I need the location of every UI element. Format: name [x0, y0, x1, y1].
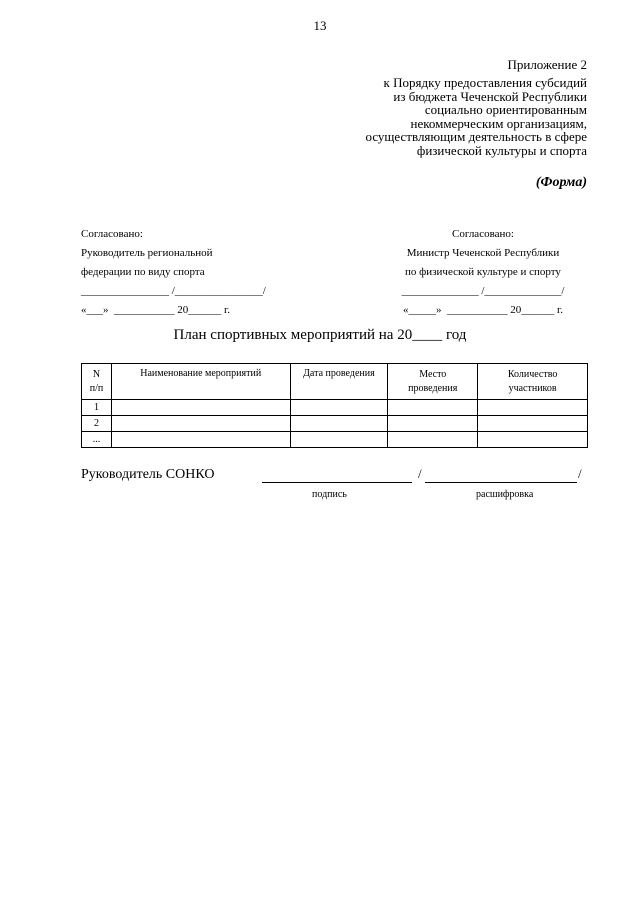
appendix-line: к Порядку предоставления субсидий [383, 75, 587, 90]
row-number: ... [82, 432, 112, 448]
decoding-caption: расшифровка [476, 489, 534, 500]
decoding-underline [425, 482, 577, 483]
appendix-title: Приложение 2 [507, 57, 587, 72]
form-label: (Форма) [535, 175, 587, 190]
table-row [82, 416, 588, 432]
table-cell [111, 416, 290, 432]
appendix-line: социально ориентированным [424, 102, 587, 118]
header-count-line: Количество [507, 368, 558, 380]
table-row [82, 400, 588, 416]
events-table [81, 363, 588, 448]
header-place-line: проведения [408, 382, 458, 394]
slash-separator: / [418, 466, 422, 481]
header-place-line: Место [419, 368, 447, 380]
header-participants-count [478, 364, 588, 400]
header-event-place [388, 364, 478, 400]
table-cell [290, 400, 388, 416]
table-cell [478, 416, 588, 432]
table-cell [388, 416, 478, 432]
agreement-position-line: Министр Чеченской Республики [406, 247, 560, 259]
table-cell [111, 400, 290, 416]
agreement-position-line: по физической культуре и спорту [405, 266, 561, 278]
header-number-line: п/п [89, 382, 104, 394]
agreement-position-line: Руководитель региональной [81, 247, 213, 259]
appendix-description [287, 76, 587, 158]
signature-line: ______________ /______________/ [401, 285, 565, 297]
agreement-position-line: федерации по виду спорта [81, 266, 205, 278]
header-count-line: участников [508, 382, 557, 394]
date-line: «___» ___________ 20______ г. [81, 304, 231, 316]
appendix-line: из бюджета Чеченской Республики [393, 88, 587, 104]
table-header-row [82, 364, 588, 400]
plan-title: План спортивных мероприятий на 20____ год [173, 327, 467, 343]
table-cell [290, 432, 388, 448]
header-event-name: Наименование мероприятий [111, 364, 290, 400]
signature-underline [262, 482, 412, 483]
table-cell [478, 400, 588, 416]
table-cell [111, 432, 290, 448]
table-row [82, 432, 588, 448]
agreement-heading: Согласовано: [81, 228, 143, 240]
page-number: 13 [313, 18, 327, 33]
header-number [82, 364, 112, 400]
agreement-heading: Согласовано: [452, 228, 514, 240]
appendix-line: физической культуры и спорта [416, 142, 587, 158]
appendix-line: некоммерческим организациям, [410, 115, 587, 131]
row-number: 1 [82, 400, 112, 416]
slash-separator: / [578, 466, 582, 481]
date-line: «_____» ___________ 20______ г. [402, 304, 564, 316]
agreement-left [81, 225, 291, 320]
head-of-organization-label: Руководитель СОНКО [81, 467, 215, 482]
signature-caption: подпись [312, 489, 347, 500]
signature-line: ________________ /________________/ [81, 285, 266, 297]
table-cell [478, 432, 588, 448]
row-number: 2 [82, 416, 112, 432]
table-cell [388, 432, 478, 448]
table-cell [290, 416, 388, 432]
header-number-line: N [92, 368, 101, 380]
agreement-right [368, 225, 598, 320]
appendix-line: осуществляющим деятельность в сфере [365, 129, 587, 145]
table-cell [388, 400, 478, 416]
header-event-date: Дата проведения [290, 364, 388, 400]
